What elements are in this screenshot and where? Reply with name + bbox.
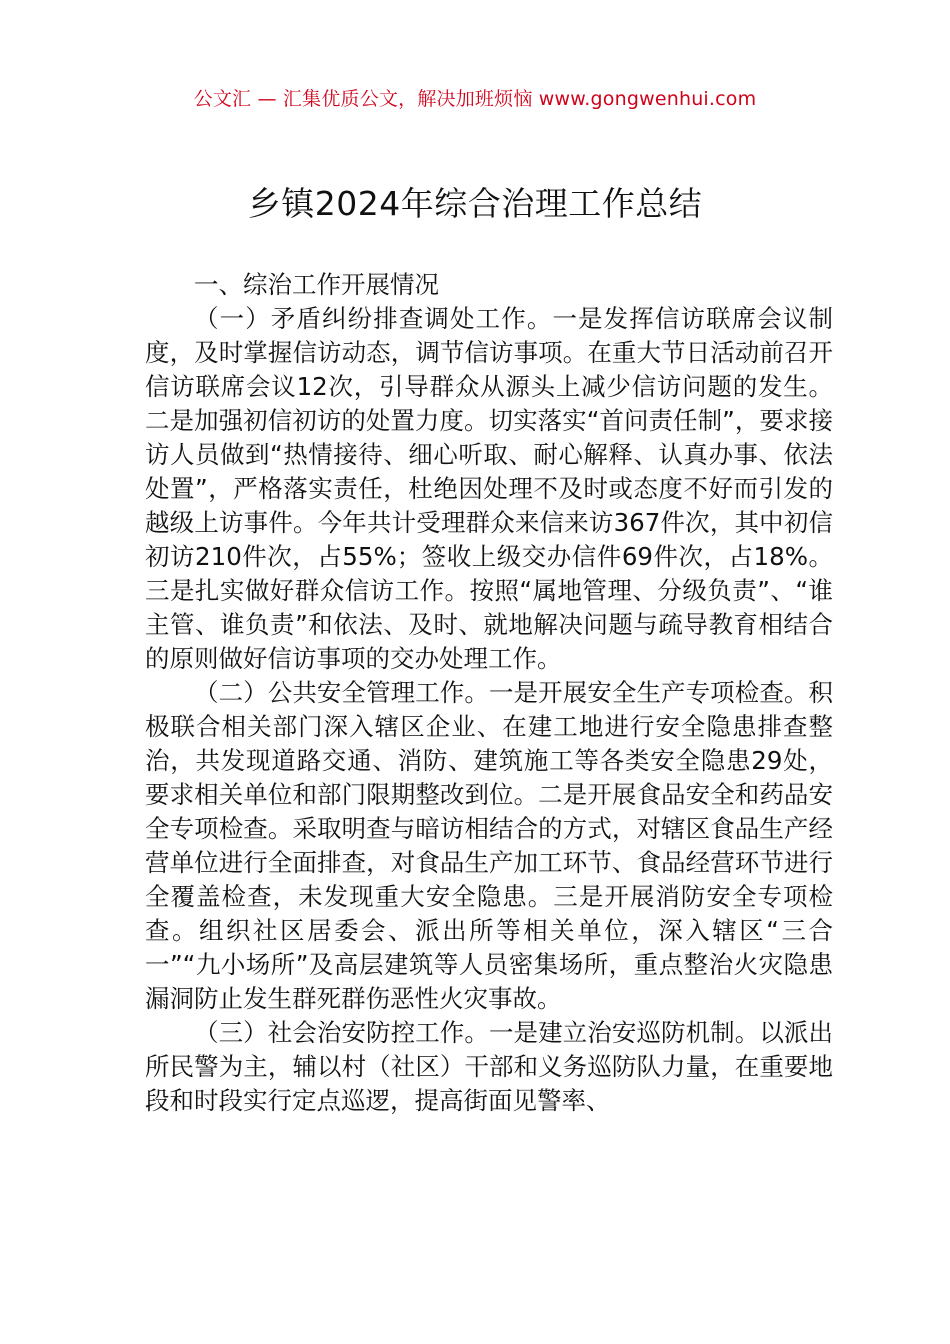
- section-heading: 一、综治工作开展情况: [194, 270, 439, 299]
- paragraph-security-patrol: （三）社会治安防控工作。一是建立治安巡防机制。以派出所民警为主，辅以村（社区）干部和义务巡防队力量，在重要地段和时段实行定点巡逻，提高街面见警率、: [145, 1018, 833, 1115]
- document-title: 乡镇2024年综合治理工作总结: [247, 184, 703, 223]
- paragraph-conflict-resolution: （一）矛盾纠纷排查调处工作。一是发挥信访联席会议制度，及时掌握信访动态，调节信访事项。在重大节日活动前召开信访联席会议12次，引导群众从源头上减少信访问题的发生。二是加强初信初访的处置力度。切实落实“首问责任制”，要求接访人员做到“热情接待、细心听取、耐心解释、认真办事、依法处置”，严格落实责任，杜绝因处理不及时或态度不好而引发的越级上访事件。今年共计受理群众来信来访367件次，其中初信初访210件次，占55%；签收上级交办信件69件次，占18%。三是扎实做好群众信访工作。按照“属地管理、分级负责”、“谁主管、谁负责”和依法、及时、就地解决问题与疏导教育相结合的原则做好信访事项的交办处理工作。: [145, 304, 833, 673]
- site-banner: 公文汇 — 汇集优质公文，解决加班烦恼 www.gongwenhui.com: [193, 88, 757, 110]
- document-body: [145, 268, 833, 1118]
- paragraph-public-safety: （二）公共安全管理工作。一是开展安全生产专项检查。积极联合相关部门深入辖区企业、在建工地进行安全隐患排查整治，共发现道路交通、消防、建筑施工等各类安全隐患29处，要求相关单位和部门限期整改到位。二是开展食品安全和药品安全专项检查。采取明查与暗访相结合的方式，对辖区食品生产经营单位进行全面排查，对食品生产加工环节、食品经营环节进行全覆盖检查，未发现重大安全隐患。三是开展消防安全专项检查。组织社区居委会、派出所等相关单位，深入辖区“三合一”“九小场所”及高层建筑等人员密集场所，重点整治火灾隐患漏洞防止发生群死群伤恶性火灾事故。: [145, 678, 833, 1013]
